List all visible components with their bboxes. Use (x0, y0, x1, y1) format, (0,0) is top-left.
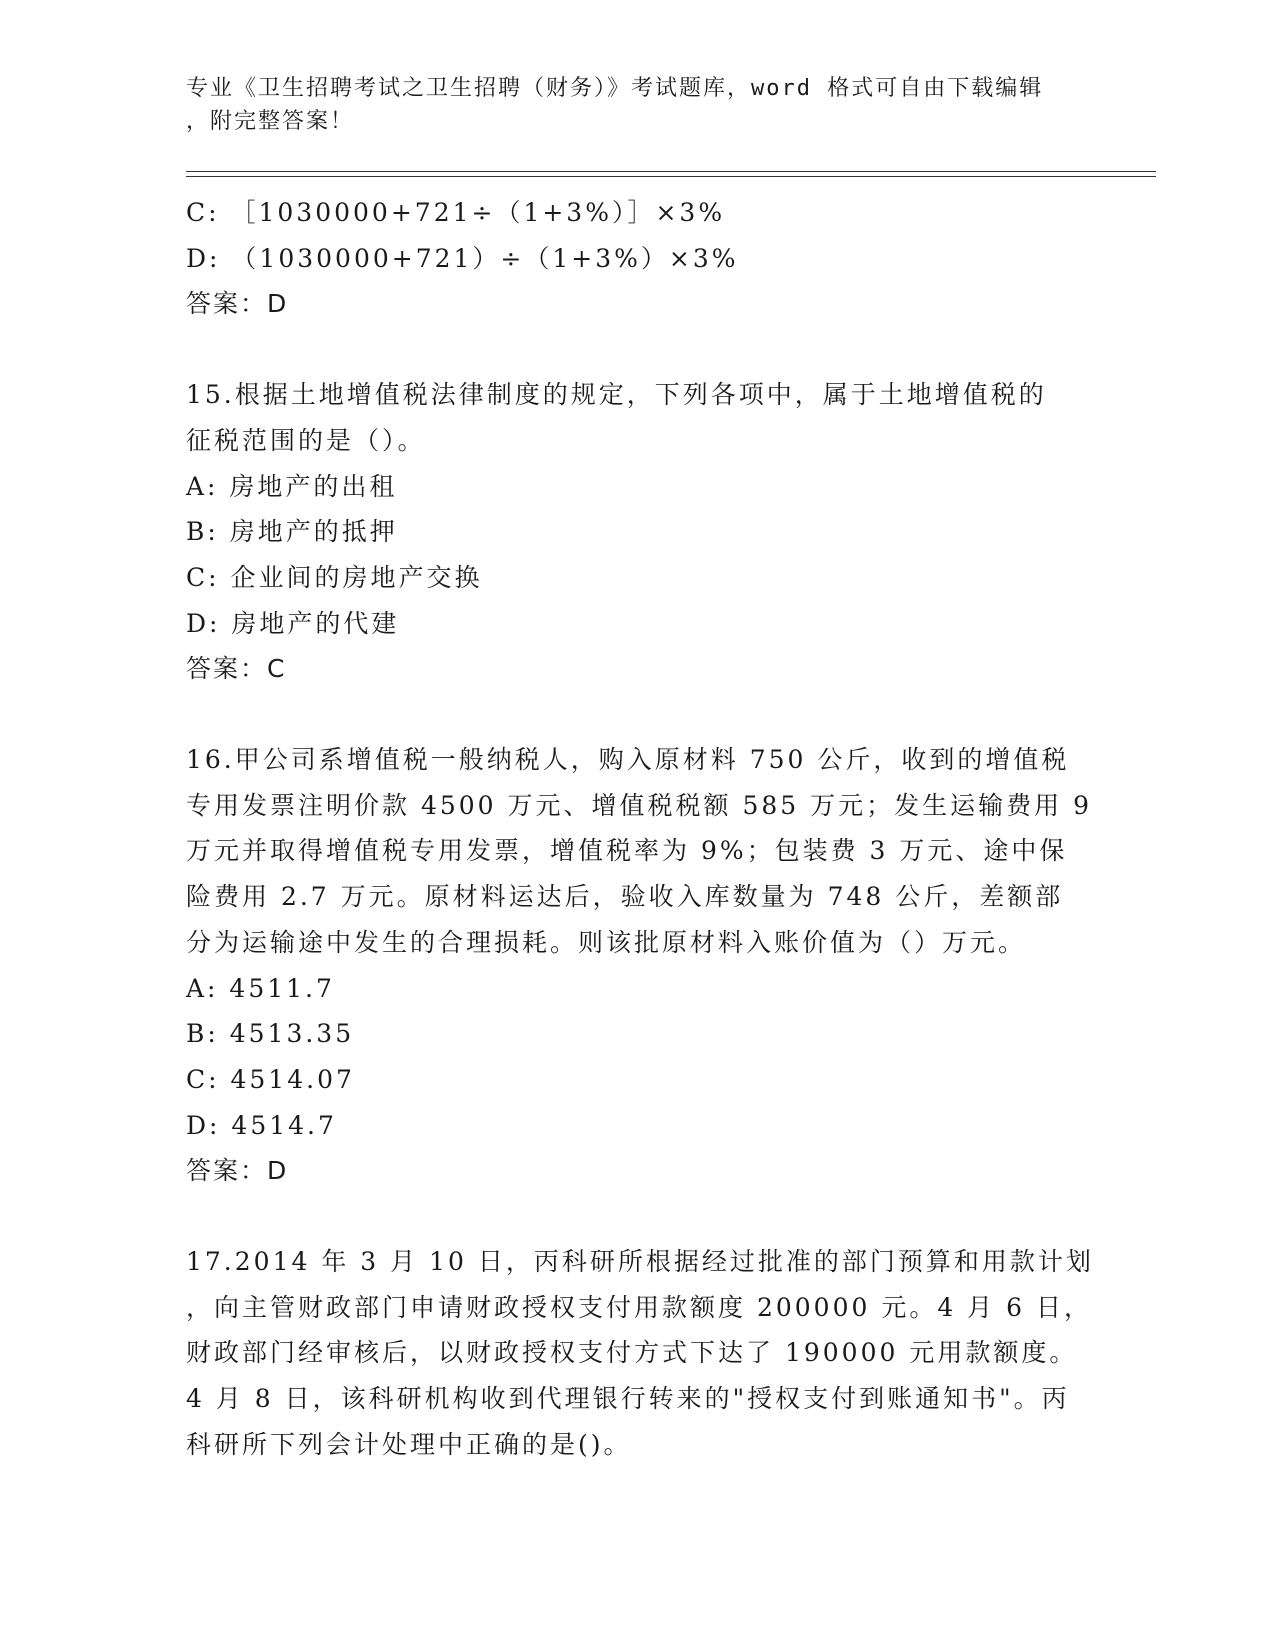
option-a: A: 4511.7 (186, 973, 335, 1003)
option-d: D: 4514.7 (186, 1110, 337, 1140)
option-c: C: ［1030000+721÷（1+3%）］×3% (186, 198, 726, 227)
question-14-tail (186, 190, 1086, 327)
header-rule-top (186, 171, 1156, 172)
question-stem-line: 16.甲公司系增值税一般纳税人，购入原材料 750 公斤，收到的增值税 (186, 745, 1070, 775)
option-c: C: 4514.07 (186, 1064, 355, 1094)
header-rule-bottom (186, 176, 1156, 177)
option-d: D: 房地产的代建 (186, 608, 400, 638)
question-stem-line: 征税范围的是（）。 (186, 425, 426, 455)
option-a: A: 房地产的出租 (186, 471, 398, 501)
question-stem-line: 专用发票注明价款 4500 万元、增值税税额 585 万元；发生运输费用 9 (186, 790, 1092, 820)
header-line-2: ，附完整答案！ (186, 109, 355, 134)
question-stem-line: 17.2014 年 3 月 10 日，丙科研所根据经过批准的部门预算和用款计划 (186, 1247, 1094, 1277)
question-stem-line: 险费用 2.7 万元。原材料运达后，验收入库数量为 748 公斤，差额部 (186, 882, 1064, 912)
question-16 (186, 737, 1092, 1194)
question-17 (186, 1239, 1094, 1468)
document-header (186, 72, 1086, 138)
question-stem-line: 4 月 8 日，该科研机构收到代理银行转来的"授权支付到账通知书"。丙 (186, 1384, 1070, 1414)
spacer (186, 327, 1086, 372)
question-15 (186, 372, 1086, 692)
answer-line: 答案：C (186, 654, 287, 684)
option-c: C: 企业间的房地产交换 (186, 562, 483, 592)
option-d: D: （1030000+721）÷（1+3%）×3% (186, 243, 739, 273)
question-stem-line: 万元并取得增值税专用发票，增值税率为 9%；包装费 3 万元、途中保 (186, 836, 1068, 866)
answer-line: 答案：D (186, 1156, 289, 1186)
spacer (186, 1194, 1086, 1239)
question-stem-line: 科研所下列会计处理中正确的是()。 (186, 1429, 632, 1459)
document-body (186, 190, 1094, 1468)
question-stem-line: 15.根据土地增值税法律制度的规定，下列各项中，属于土地增值税的 (186, 380, 1047, 410)
option-b: B: 房地产的抵押 (186, 517, 398, 547)
header-line-1: 专业《卫生招聘考试之卫生招聘（财务）》考试题库，word 格式可自由下载编辑 (186, 76, 1044, 101)
spacer (186, 692, 1086, 737)
answer-line: 答案：D (186, 289, 289, 319)
question-stem-line: 财政部门经审核后，以财政授权支付方式下达了 190000 元用款额度。 (186, 1338, 1078, 1368)
question-stem-line: ，向主管财政部门申请财政授权支付用款额度 200000 元。4 月 6 日， (186, 1292, 1092, 1322)
option-b: B: 4513.35 (186, 1019, 355, 1049)
question-stem-line: 分为运输途中发生的合理损耗。则该批原材料入账价值为（）万元。 (186, 927, 1027, 957)
